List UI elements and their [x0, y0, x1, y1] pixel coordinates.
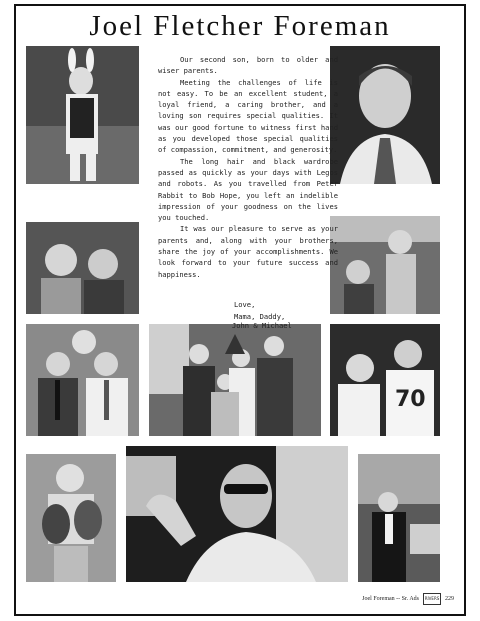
photo-senior-portrait: [330, 46, 440, 184]
letter-paragraph: The long hair and black wardrobe passed as quickly as your days with Legos and robots. As you travelled from Peter Rabbit to Bob Hope, you left an indelible impression of your goodness on the lives you touched.: [158, 156, 338, 223]
photo-sunglasses-driver: [126, 446, 348, 582]
page-title: Joel Fletcher Foreman: [89, 10, 391, 42]
letter-paragraph: Our second son, born to older and wiser parents.: [158, 55, 338, 76]
letter-paragraph: It was our pleasure to serve as your parents and, along with your brothers, share the joy of your accomplishments. We look forward to your future success and happiness.: [158, 224, 338, 279]
photo-child-with-toys: [26, 454, 116, 582]
yearbook-page: [14, 4, 466, 616]
parents-letter: [158, 54, 338, 280]
photo-bunny-costume: [26, 46, 139, 184]
svg-text:70: 70: [395, 387, 426, 412]
photo-family-group: [149, 324, 321, 436]
yearbook-logo-icon: RIVERS: [423, 593, 441, 605]
photo-father-son: [26, 324, 139, 436]
photo-toddlers: [26, 222, 139, 314]
letter-paragraph: Meeting the challenges of life is not easy. To be an excellent student, a loyal friend, a caring brother, and a loving son requires special qualities. It was our good fortune to witness first hand as you developed those special qualities of compassion, commitment, and generosity.: [158, 77, 338, 155]
page-footer: [362, 593, 454, 605]
page-number: 229: [445, 596, 454, 602]
letter-signature-line-1: Mama, Daddy,: [234, 312, 286, 321]
photo-tuxedo: [358, 454, 440, 582]
letter-signature-line-2: John & Michael: [232, 321, 292, 330]
photo-football-player: [330, 324, 440, 436]
letter-closing: Love,: [234, 300, 256, 309]
footer-caption: Joel Foreman -- Sr. Ads: [362, 596, 419, 602]
photo-boys-outdoors: [330, 216, 440, 314]
